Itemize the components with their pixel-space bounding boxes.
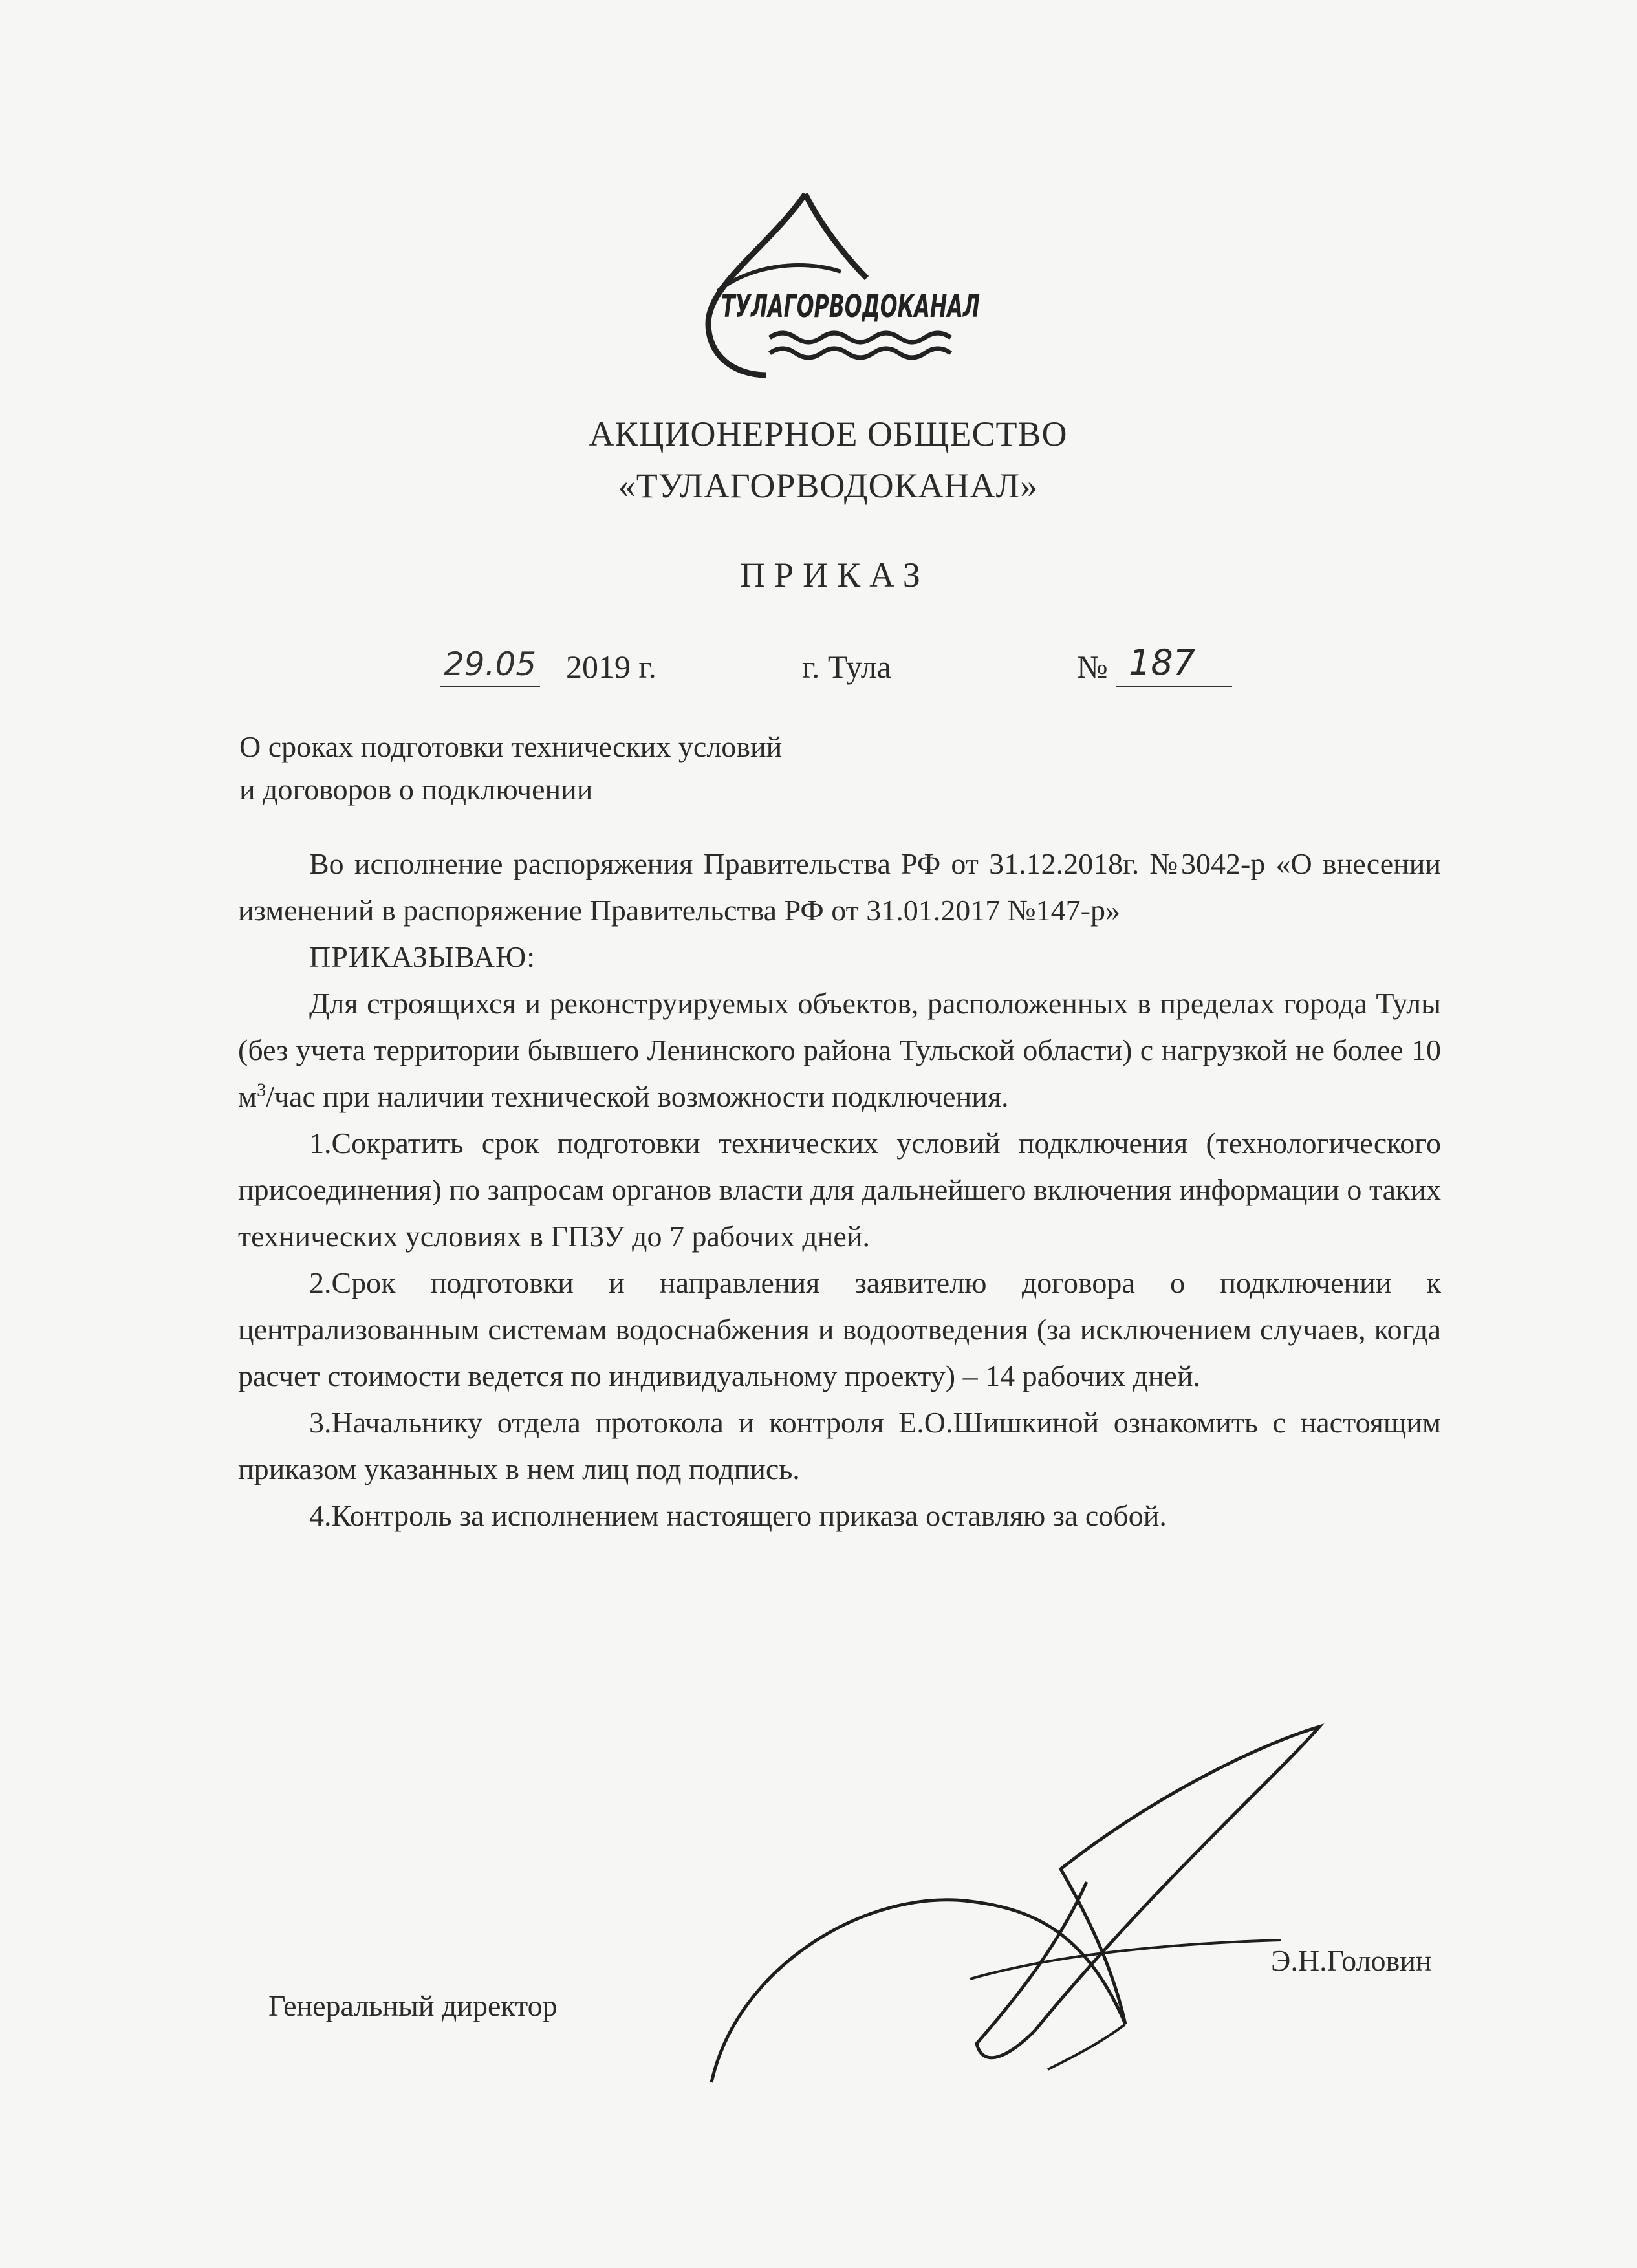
item-4: 4.Контроль за исполнением настоящего приказа оставляю за собой. — [309, 1499, 1167, 1532]
handwritten-date: 29.05 — [440, 643, 540, 687]
subject-line1: О сроках подготовки технических условий — [239, 730, 783, 763]
signer-name: Э.Н.Головин — [1271, 1944, 1432, 1977]
item-3: 3.Начальнику отдела протокола и контроля Е.О.Шишкиной ознакомить с настоящим приказом указанных в нем лиц под подпись. — [238, 1406, 1441, 1485]
org-name-line2: «ТУЛАГОРВОДОКАНАЛ» — [618, 466, 1039, 505]
order-word: ПРИКАЗЫВАЮ: — [309, 940, 536, 973]
intro-paragraph: Во исполнение распоряжения Правительства РФ от 31.12.2018г. №3042-р «О внесении изменений в распоряжение Правительства РФ от 31.01.2017 №147-р» — [238, 847, 1441, 927]
signer-position: Генеральный директор — [268, 1989, 558, 2022]
date-year: 2019 г. — [566, 649, 656, 685]
city: г. Тула — [802, 649, 891, 685]
handwritten-signature — [699, 1720, 1345, 2082]
scope-text-after: /час при наличии технической возможности подключения. — [266, 1080, 1009, 1113]
logo-text: ТУЛАГОРВОДОКАНАЛ — [721, 288, 980, 325]
document-title: ПРИКАЗ — [740, 556, 929, 594]
document-body — [238, 841, 1441, 1539]
scope-text-before: Для строящихся и реконструируемых объектов, расположенных в пределах города Тулы (без учета территории бывшего Ленинского района Тульской области) с нагрузкой не более 10 м — [238, 987, 1441, 1113]
date-number-row — [0, 642, 1605, 700]
item-1: 1.Сократить срок подготовки технических условий подключения (технологического присоединения) по запросам органов власти для дальнейшего включения информации о таких технических условиях в ГПЗУ до 7 рабочих дней. — [238, 1127, 1441, 1253]
handwritten-number: 187 — [1116, 640, 1232, 687]
org-name-line1: АКЦИОНЕРНОЕ ОБЩЕСТВО — [589, 415, 1068, 453]
number-label: № — [1077, 649, 1108, 685]
subject — [239, 726, 782, 811]
item-2: 2.Срок подготовки и направления заявителю договора о подключении к централизованным системам водоснабжения и водоотведения (за исключением случаев, когда расчет стоимости ведется по индивидуальному проекту) – 14 рабочих дней. — [238, 1266, 1441, 1392]
scope-paragraph — [238, 980, 1441, 1120]
scope-superscript: 3 — [257, 1080, 266, 1101]
water-drop-logo-icon — [673, 188, 983, 382]
subject-line2: и договоров о подключении — [239, 773, 593, 806]
